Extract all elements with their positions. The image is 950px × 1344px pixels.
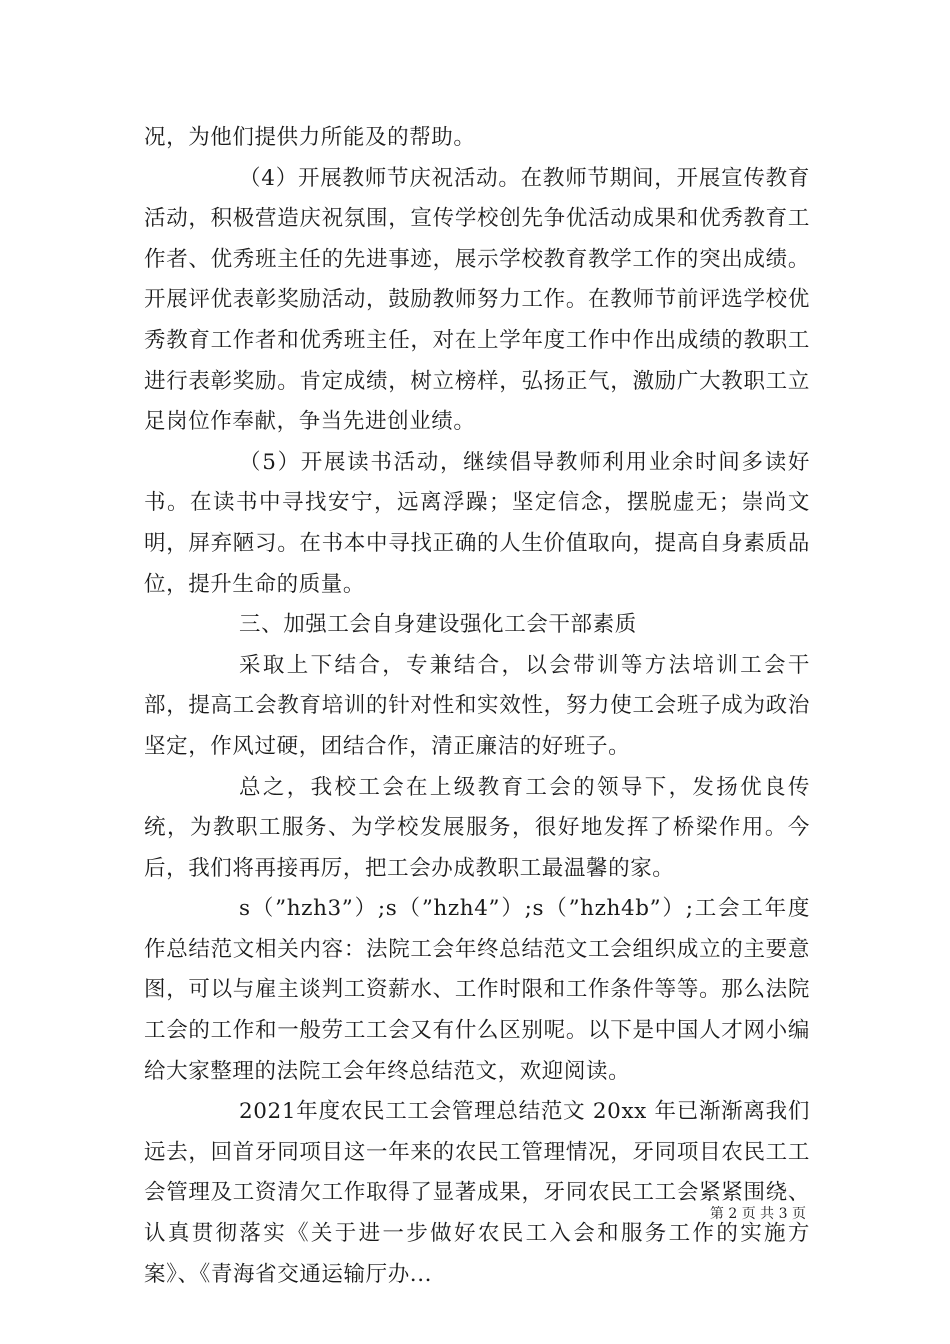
document-body bbox=[144, 118, 810, 1295]
paragraph-migrant-workers: 2021年度农民工工会管理总结范文 20xx 年已渐渐离我们远去，回首牙同项目这一年来的农民工管理情况，牙同项目农民工工会管理及工资清欠工作取得了显著成果，牙同农民工工会紧紧围绕、认真贯彻落实《关于进一步做好农民工入会和服务工作的实施方案》、《青海省交通运输厅办... bbox=[144, 1099, 810, 1287]
page-footer: 第 2 页 共 3 页 bbox=[709, 1206, 806, 1222]
paragraph-teachers-day: （4）开展教师节庆祝活动。在教师节期间，开展宣传教育活动，积极营造庆祝氛围，宣传学校创先争优活动成果和优秀教育工作者、优秀班主任的先进事迹，展示学校教育教学工作的突出成绩。开展评优表彰奖励活动，鼓励教师努力工作。在教师节前评选学校优秀教育工作者和优秀班主任，对在上学年度工作中作出成绩的教职工进行表彰奖励。肯定成绩，树立榜样，弘扬正气，激励广大教职工立足岗位作奉献，争当先进创业绩。 bbox=[144, 165, 810, 435]
paragraph-conclusion: 总之，我校工会在上级教育工会的领导下，发扬优良传统，为教职工服务、为学校发展服务，很好地发挥了桥梁作用。今后，我们将再接再厉，把工会办成教职工最温馨的家。 bbox=[144, 774, 810, 881]
paragraph-related-content: s（”hzh3”）;s（”hzh4”）;s（”hzh4b”）;工会工年度作总结范文相关内容：法院工会年终总结范文工会组织成立的主要意图，可以与雇主谈判工资薪水、工作时限和工作条件等等。那么法院工会的工作和一般劳工工会又有什么区别呢。以下是中国人才网小编给大家整理的法院工会年终总结范文，欢迎阅读。 bbox=[144, 896, 810, 1084]
paragraph-reading-activity: （5）开展读书活动，继续倡导教师利用业余时间多读好书。在读书中寻找安宁，远离浮躁；坚定信念，摆脱虚无；崇尚文明，屏弃陋习。在书本中寻找正确的人生价值取向，提高自身素质品位，提升生命的质量。 bbox=[144, 449, 810, 597]
paragraph-continuation: 况，为他们提供力所能及的帮助。 bbox=[144, 125, 476, 150]
section-heading-3: 三、加强工会自身建设强化工会干部素质 bbox=[239, 612, 637, 638]
paragraph-cadre-training: 采取上下结合，专兼结合，以会带训等方法培训工会干部，提高工会教育培训的针对性和实效性，努力使工会班子成为政治坚定，作风过硬，团结合作，清正廉洁的好班子。 bbox=[144, 652, 810, 759]
